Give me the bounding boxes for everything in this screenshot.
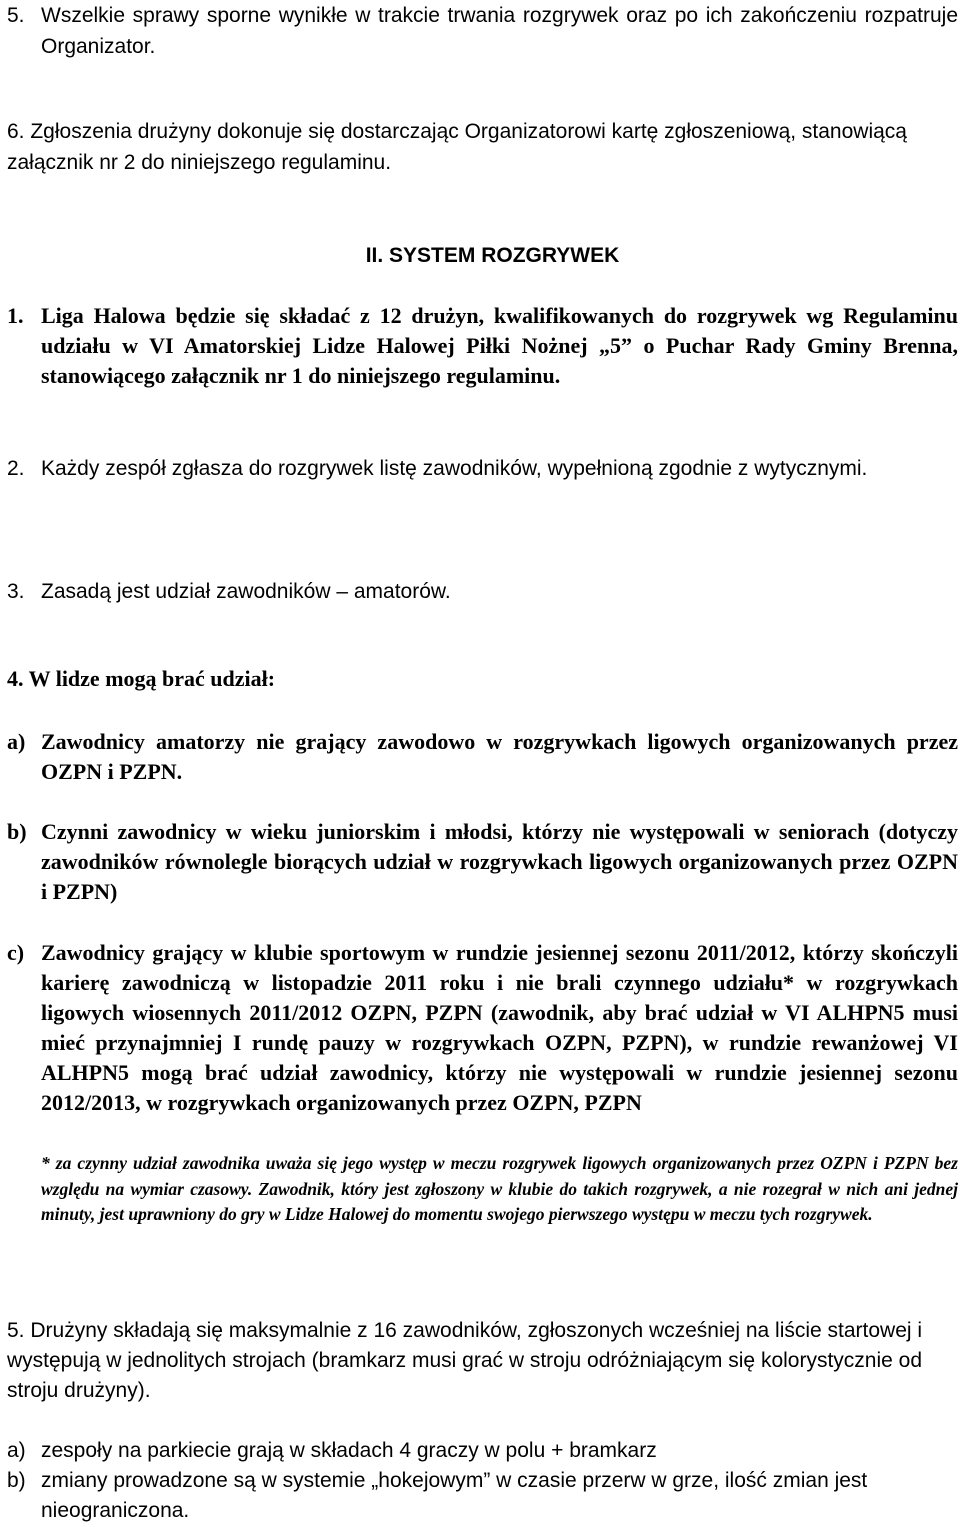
item-4b-junior-players [7,817,958,907]
section-heading: II. SYSTEM ROZGRYWEK [365,244,620,267]
subitem-text: zmiany prowadzone są w systemie „hokejowym” w czasie przerw w grze, ilość zmian jest nieograniczona. [41,1469,868,1522]
paragraph-text: Wszelkie sprawy sporne wynikłe w trakcie trwania rozgrywek oraz po ich zakończeniu rozpatruje Organizator. [41,4,958,58]
subitem-text: zespoły na parkiecie grają w składach 4 graczy w polu + bramkarz [41,1439,657,1462]
subitem-text: Zawodnicy amatorzy nie grający zawodowo w rozgrywkach ligowych organizowanych przez OZPN i PZPN. [41,729,958,784]
paragraph-text: Zgłoszenia drużyny dokonuje się dostarczając Organizatorowi kartę zgłoszeniową, stanowiącą załącznik nr 2 do niniejszego regulaminu. [7,120,907,174]
item-number: 5. [7,1319,25,1342]
subitem-mark: a) [7,1439,26,1462]
item-5b-substitutions [7,1466,958,1526]
item-number: 2. [7,457,25,480]
item-4c-former-club-players [7,938,958,1118]
item-number: 3. [7,580,25,603]
item-4-title: 4. W lidze mogą brać udział: [7,666,276,691]
item-5-team-size [7,1316,958,1406]
item-text: Każdy zespół zgłasza do rozgrywek listę zawodników, wypełnioną zgodnie z wytycznymi. [41,457,868,480]
paragraph-number: 6. [7,120,25,143]
subitem-text: Zawodnicy grający w klubie sportowym w rundzie jesiennej sezonu 2011/2012, którzy skończyli karierę zawodniczą w listopadzie 2011 roku i nie brali czynnego udziału* w rozgrywkach ligowych wiosennych 2011/2012 OZPN, PZPN (zawodnik, aby brać udział w VI ALHPN5 musi mieć przynajmniej I rundę pauzy w rozgrywkach OZPN, PZPN), w rundzie rewanżowej VI ALHPN5 mogą brać udział zawodnicy, którzy nie występowali w rundzie jesiennej sezonu 2012/2013, w rozgrywkach organizowanych przez OZPN, PZPN [41,940,958,1115]
subitem-mark: a) [7,729,26,754]
paragraph-6-registration [7,116,958,178]
item-text: Liga Halowa będzie się składać z 12 drużyn, kwalifikowanych do rozgrywek wg Regulaminu udziału w VI Amatorskiej Lidze Halowej Piłki Nożnej „5” o Puchar Rady Gminy Brenna, stanowiącego załącznik nr 1 do niniejszego regulaminu. [41,303,958,388]
item-4a-amateur-players [7,727,958,787]
item-text: Drużyny składają się maksymalnie z 16 zawodników, zgłoszonych wcześniej na liście startowej i występują w jednolitych strojach (bramkarz musi grać w stroju odróżniającym się kolorystycznie od stroju drużyny). [7,1319,923,1402]
paragraph-5-disputes [7,0,958,62]
item-5a-lineup [7,1436,958,1466]
item-2-player-list [7,454,958,484]
item-3-amateurs [7,577,958,607]
paragraph-number: 5. [7,4,25,27]
item-1-league-composition [7,301,958,391]
subitem-mark: c) [7,940,25,965]
footnote-active-participation: * za czynny udział zawodnika uważa się jego występ w meczu rozgrywek ligowych organizowanych przez OZPN i PZPN bez względu na wymiar czasowy. Zawodnik, który jest zgłoszony w klubie do takich rozgrywek, a nie rozegrał w nich ani jednej minuty, jest uprawniony do gry w Lidze Halowej do momentu swojego pierwszego występu w meczu tych rozgrywek. [41,1153,958,1224]
subitem-text: Czynni zawodnicy w wieku juniorskim i młodsi, którzy nie występowali w seniorach (dotyczy zawodników równolegle biorących udział w rozgrywkach ligowych organizowanych przez OZPN i PZPN) [41,819,958,904]
subitem-mark: b) [7,819,27,844]
subitem-mark: b) [7,1469,26,1492]
item-number: 1. [7,303,24,328]
item-text: Zasadą jest udział zawodników – amatorów. [41,580,451,603]
